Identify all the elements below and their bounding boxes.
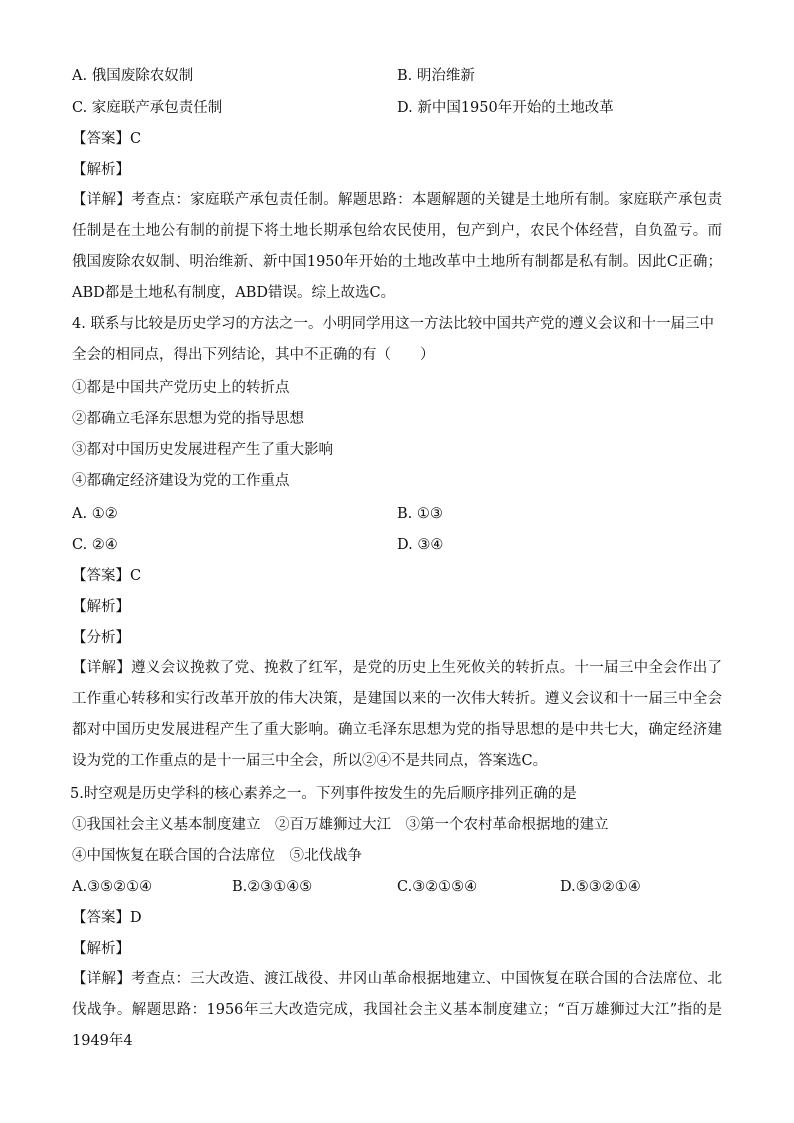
q5-option-a (72, 877, 152, 897)
q4-option-a (72, 504, 118, 524)
q4-answer: 【答案】C (72, 568, 142, 584)
q4-option-d (397, 535, 443, 555)
q4-item-2: ②都确立毛泽东思想为党的指导思想 (72, 411, 304, 427)
option-text: ①③ (416, 506, 443, 522)
q4-detail: 【详解】遵义会议挽救了党、挽救了红军，是党的历史上生死攸关的转折点。十一届三中全会作出了工作重心转移和实行改革开放的伟大决策，是建国以来的一次伟大转折。遵义会议和十一届三中全会都对中国历史发展进程产生了重大影响。确立毛泽东思想为党的指导思想的是中共七大，确定经济建设为党的工作重点的是十一届三中全会，所以②④不是共同点，答案选C。 (72, 660, 722, 769)
option-text: 明治维新 (416, 68, 475, 84)
q5-option-d (560, 877, 641, 897)
option-label: D. (560, 879, 576, 895)
q5-items-line2: ④中国恢复在联合国的合法席位 ⑤北伐战争 (72, 848, 362, 864)
q3-analysis-title: 【解析】 (72, 162, 130, 178)
option-label: B. (397, 506, 413, 522)
option-text: ③④ (417, 537, 444, 553)
q5-option-c (397, 877, 477, 897)
option-label: D. (397, 100, 413, 116)
option-label: A. (72, 68, 88, 84)
q4-item-3: ③都对中国历史发展进程产生了重大影响 (72, 442, 333, 458)
q4-option-c (72, 535, 118, 555)
option-label: C. (72, 537, 88, 553)
option-label: C. (72, 100, 88, 116)
q3-option-c (72, 98, 222, 118)
q4-analysis-sub: 【分析】 (72, 630, 130, 646)
option-label: B. (232, 879, 248, 895)
q4-option-b (397, 504, 443, 524)
q5-detail: 【详解】考查点：三大改造、渡江战役、井冈山革命根据地建立、中国恢复在联合国的合法席位、北伐战争。解题思路：1956年三大改造完成，我国社会主义基本制度建立；“百万雄狮过大江”指的是1949年4 (72, 971, 722, 1049)
option-label: B. (397, 68, 413, 84)
q5-answer: 【答案】D (72, 910, 142, 926)
option-text: ①② (91, 506, 118, 522)
option-text: 新中国1950年开始的土地改革 (417, 100, 614, 116)
q3-option-a (72, 66, 193, 86)
option-label: D. (397, 537, 413, 553)
q4-item-1: ①都是中国共产党历史上的转折点 (72, 380, 290, 396)
option-text: ③②①⑤④ (412, 879, 478, 895)
option-text: ⑤③②①④ (575, 879, 641, 895)
option-text: 俄国废除农奴制 (91, 68, 194, 84)
q5-items-line1: ①我国社会主义基本制度建立 ②百万雄狮过大江 ③第一个农村革命根据地的建立 (72, 817, 609, 833)
q5-option-b (232, 877, 312, 897)
q5-analysis-title: 【解析】 (72, 941, 130, 957)
q5-stem: 5.时空观是历史学科的核心素养之一。下列事件按发生的先后顺序排列正确的是 (70, 786, 577, 802)
q4-analysis-title: 【解析】 (72, 599, 130, 615)
q3-answer: 【答案】C (72, 131, 142, 147)
option-text: ③⑤②①④ (87, 879, 153, 895)
option-label: A. (72, 879, 88, 895)
option-text: ②④ (91, 537, 118, 553)
option-text: 家庭联产承包责任制 (91, 100, 223, 116)
q3-detail: 【详解】考查点：家庭联产承包责任制。解题思路：本题解题的关键是土地所有制。家庭联产承包责任制是在土地公有制的前提下将土地长期承包给农民使用，包产到户，农民个体经营，自负盈亏。而俄国废除农奴制、明治维新、新中国1950年开始的土地改革中土地所有制都是私有制。因此C正确；ABD都是土地私有制度，ABD错误。综上故选C。 (72, 192, 722, 301)
option-text: ②③①④⑤ (247, 879, 313, 895)
q3-option-d (397, 98, 614, 118)
q4-stem: 4. 联系与比较是历史学习的方法之一。小明同学用这一方法比较中国共产党的遵义会议和十一届三中全会的相同点，得出下列结论，其中不正确的有（ ） (72, 316, 714, 363)
option-label: A. (72, 506, 88, 522)
q4-item-4: ④都确定经济建设为党的工作重点 (72, 473, 290, 489)
q3-option-b (397, 66, 475, 86)
option-label: C. (397, 879, 413, 895)
